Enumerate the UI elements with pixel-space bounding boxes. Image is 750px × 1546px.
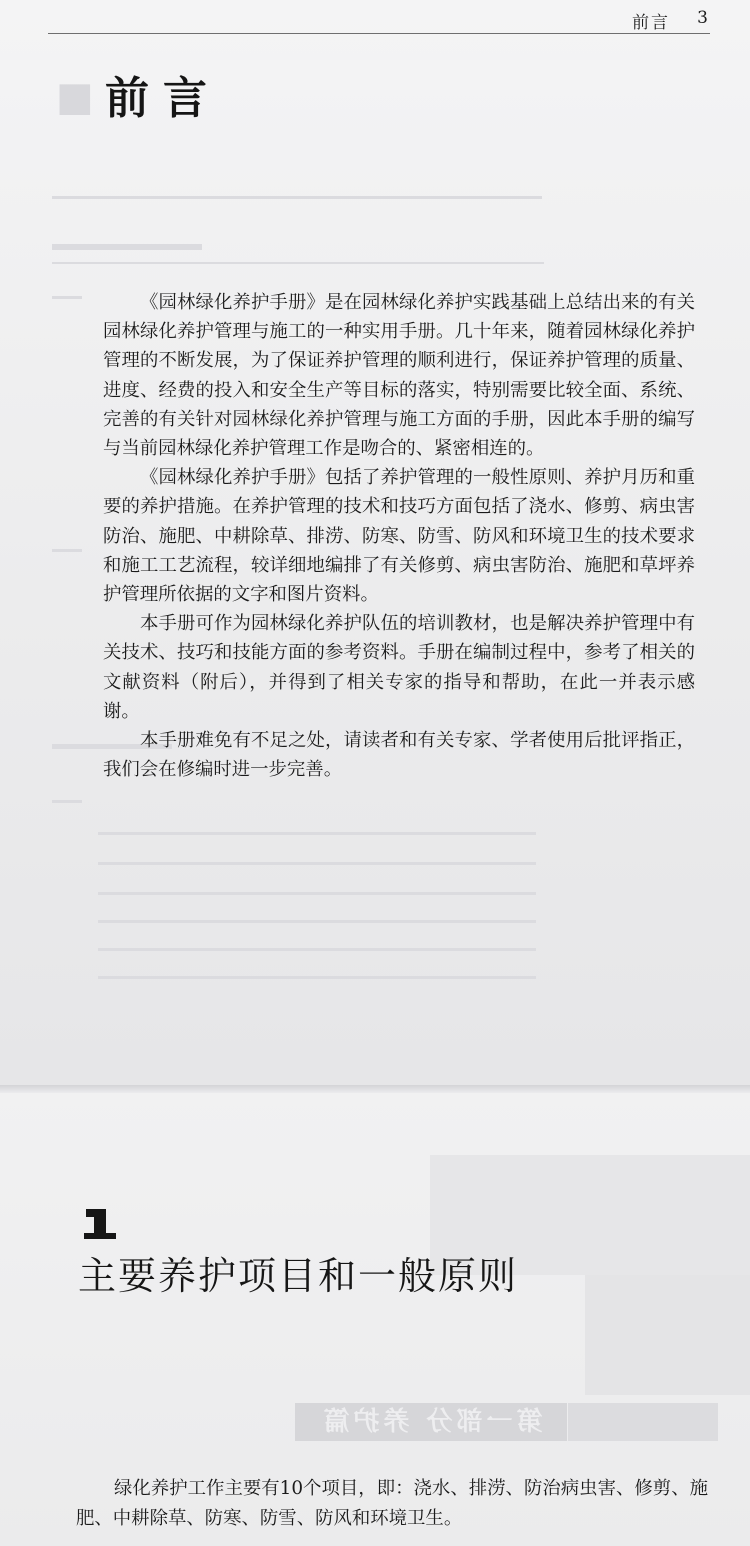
- show-through-line: [52, 262, 544, 264]
- running-head-title: 前言: [632, 13, 670, 33]
- page-divider: [0, 1085, 750, 1093]
- paragraph: 《园林绿化养护手册》是在园林绿化养护实践基础上总结出来的有关园林绿化养护管理与施工的一种实用手册。几十年来，随着园林绿化养护管理的不断发展，为了保证养护管理的顺利进行，保证养护管理的质量、进度、经费的投入和安全生产等目标的落实，特别需要比较全面、系统、完善的有关针对园林绿化养护管理与施工方面的手册，因此本手册的编写与当前园林绿化养护管理工作是吻合的、紧密相连的。: [103, 292, 695, 460]
- chapter-number-icon: [80, 1203, 120, 1241]
- paragraph: 《园林绿化养护手册》包括了养护管理的一般性原则、养护月历和重要的养护措施。在养护管理的技术和技巧方面包括了浇水、修剪、病虫害防治、施肥、中耕除草、排涝、防寒、防雪、防风和环境卫生的技术要求和施工工艺流程，较详细地编排了有关修剪、病虫害防治、施肥和草坪养护管理所依据的文字和图片资料。: [103, 467, 695, 606]
- show-through-block: [585, 1275, 750, 1395]
- paragraph: 本手册可作为园林绿化养护队伍的培训教材，也是解决养护管理中有关技术、技巧和技能方面的参考资料。手册在编制过程中，参考了相关的文献资料（附后），并得到了相关专家的指导和帮助，在此一并表示感谢。: [103, 613, 695, 722]
- show-through-line: [98, 832, 536, 835]
- preface-body: [103, 288, 695, 784]
- chapter-page: [0, 1085, 750, 1546]
- running-head: [48, 0, 710, 34]
- page-number: 3: [697, 8, 708, 28]
- paragraph: 绿化养护工作主要有10个项目，即：浇水、排涝、防治病虫害、修剪、施肥、中耕除草、防寒、防雪、防风和环境卫生。: [76, 1478, 708, 1529]
- show-through-block: [568, 1403, 718, 1441]
- show-through-glyph: ■: [56, 74, 94, 120]
- show-through-line: [52, 800, 82, 803]
- show-through-line: [52, 196, 542, 199]
- show-through-line: [98, 948, 536, 951]
- show-through-line: [52, 244, 202, 250]
- paragraph: 本手册难免有不足之处，请读者和有关专家、学者使用后批评指正，我们会在修编时进一步完善。: [103, 730, 695, 781]
- show-through-line: [52, 549, 82, 552]
- page-title: 前言: [105, 73, 221, 124]
- chapter-body: [76, 1474, 708, 1533]
- show-through-line: [98, 976, 536, 979]
- show-through-line: [98, 892, 536, 895]
- part-banner: 第一部分 养护篇: [295, 1403, 567, 1441]
- show-through-line: [98, 920, 536, 923]
- show-through-line: [52, 296, 82, 299]
- chapter-title: 主要养护项目和一般原则: [78, 1254, 519, 1298]
- show-through-line: [98, 862, 536, 865]
